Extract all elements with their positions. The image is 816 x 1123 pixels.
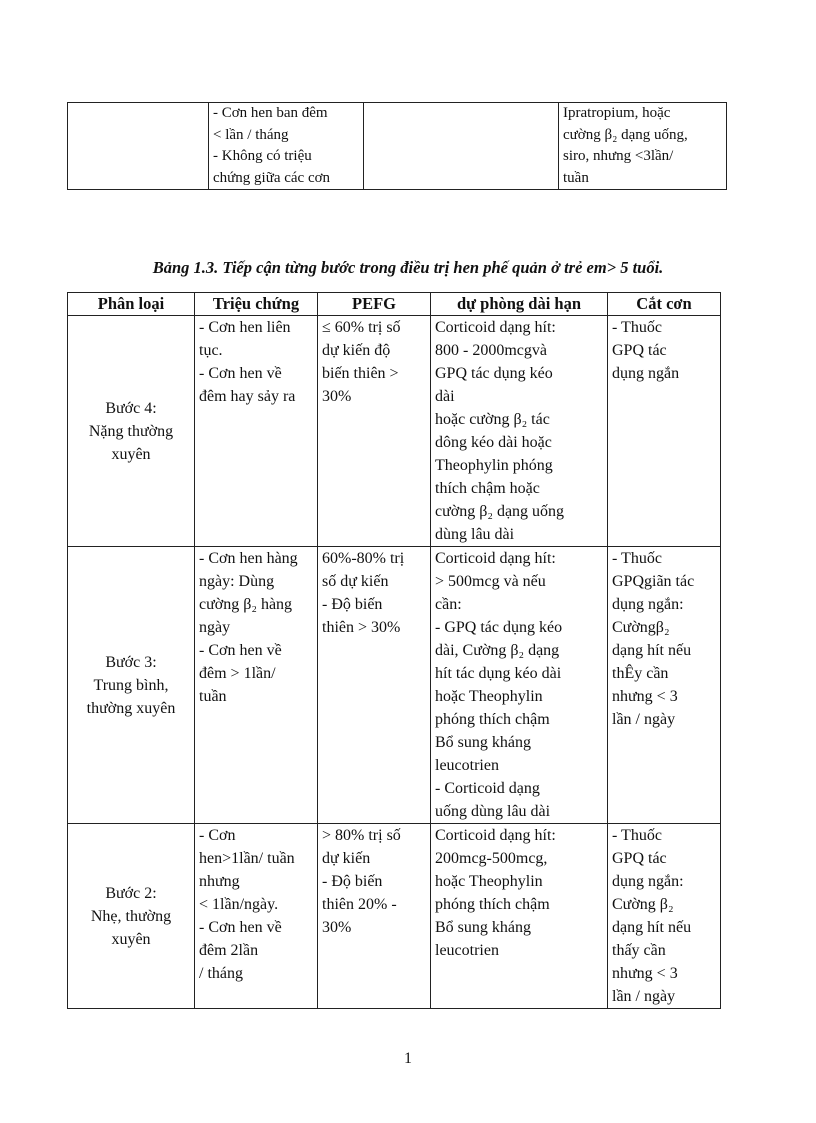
table-cell: - Cơn hen liên tục. - Cơn hen về đêm hay sảy ra: [195, 316, 318, 547]
table-cell: ≤ 60% trị số dự kiến độ biến thiên > 30%: [318, 316, 431, 547]
table-caption: Bảng 1.3. Tiếp cận từng bước trong điều trị hen phế quản ở trẻ em> 5 tuổi.: [152, 258, 664, 277]
column-header: Phân loại: [68, 293, 195, 316]
row-label: Bước 4: Nặng thường xuyên: [68, 316, 195, 547]
table-cell: 60%-80% trị số dự kiến - Độ biến thiên > 30%: [318, 547, 431, 824]
column-header: Triệu chứng: [195, 293, 318, 316]
table-cell: - Thuốc GPQgiãn tác dụng ngắn: Cườngβ₂ dạng hít nếu thÊy cần nhưng < 3 lần / ngày: [608, 547, 721, 824]
table-cell: Corticoid dạng hít: > 500mcg và nếu cần: - GPQ tác dụng kéo dài, Cường β₂ dạng hít tác dụng kéo dài hoặc Theophylin phóng thích chậm Bổ sung kháng leucotrien - Corticoid dạng uống dùng lâu dài: [431, 547, 608, 824]
page-number: 1: [404, 1050, 412, 1067]
table-row: [68, 547, 721, 824]
row-label: Bước 2: Nhẹ, thường xuyên: [68, 824, 195, 1009]
table-cell: Corticoid dạng hít: 800 - 2000mcgvà GPQ tác dụng kéo dài hoặc cường β₂ tác dông kéo dài hoặc Theophylin phóng thích chậm hoặc cường β₂ dạng uống dùng lâu dài: [431, 316, 608, 547]
row-label: Bước 3: Trung bình, thường xuyên: [68, 547, 195, 824]
table-row: [68, 103, 727, 190]
column-header: Cắt cơn: [608, 293, 721, 316]
continuation-table: [67, 102, 727, 190]
table-cell: > 80% trị số dự kiến - Độ biến thiên 20% - 30%: [318, 824, 431, 1009]
table-cell: [364, 103, 559, 190]
table-cell: - Cơn hen ban đêm < lần / tháng - Không có triệu chứng giữa các cơn: [209, 103, 364, 190]
column-header: dự phòng dài hạn: [431, 293, 608, 316]
column-header: PEFG: [318, 293, 431, 316]
table-cell: - Cơn hen>1lần/ tuần nhưng < 1lần/ngày. - Cơn hen về đêm 2lần / tháng: [195, 824, 318, 1009]
table-cell: - Thuốc GPQ tác dụng ngắn: [608, 316, 721, 547]
table-cell: - Thuốc GPQ tác dụng ngắn: Cường β₂ dạng hít nếu thấy cần nhưng < 3 lần / ngày: [608, 824, 721, 1009]
table-row: [68, 316, 721, 547]
table-cell: Ipratropium, hoặc cường β₂ dạng uống, siro, nhưng <3lần/ tuần: [559, 103, 727, 190]
table-cell: Corticoid dạng hít: 200mcg-500mcg, hoặc Theophylin phóng thích chậm Bổ sung kháng leucotrien: [431, 824, 608, 1009]
treatment-table: [67, 292, 721, 1009]
table-header-row: [68, 293, 721, 316]
table-cell: - Cơn hen hàng ngày: Dùng cường β₂ hàng ngày - Cơn hen về đêm > 1lần/ tuần: [195, 547, 318, 824]
table-cell: [68, 103, 209, 190]
table-row: [68, 824, 721, 1009]
